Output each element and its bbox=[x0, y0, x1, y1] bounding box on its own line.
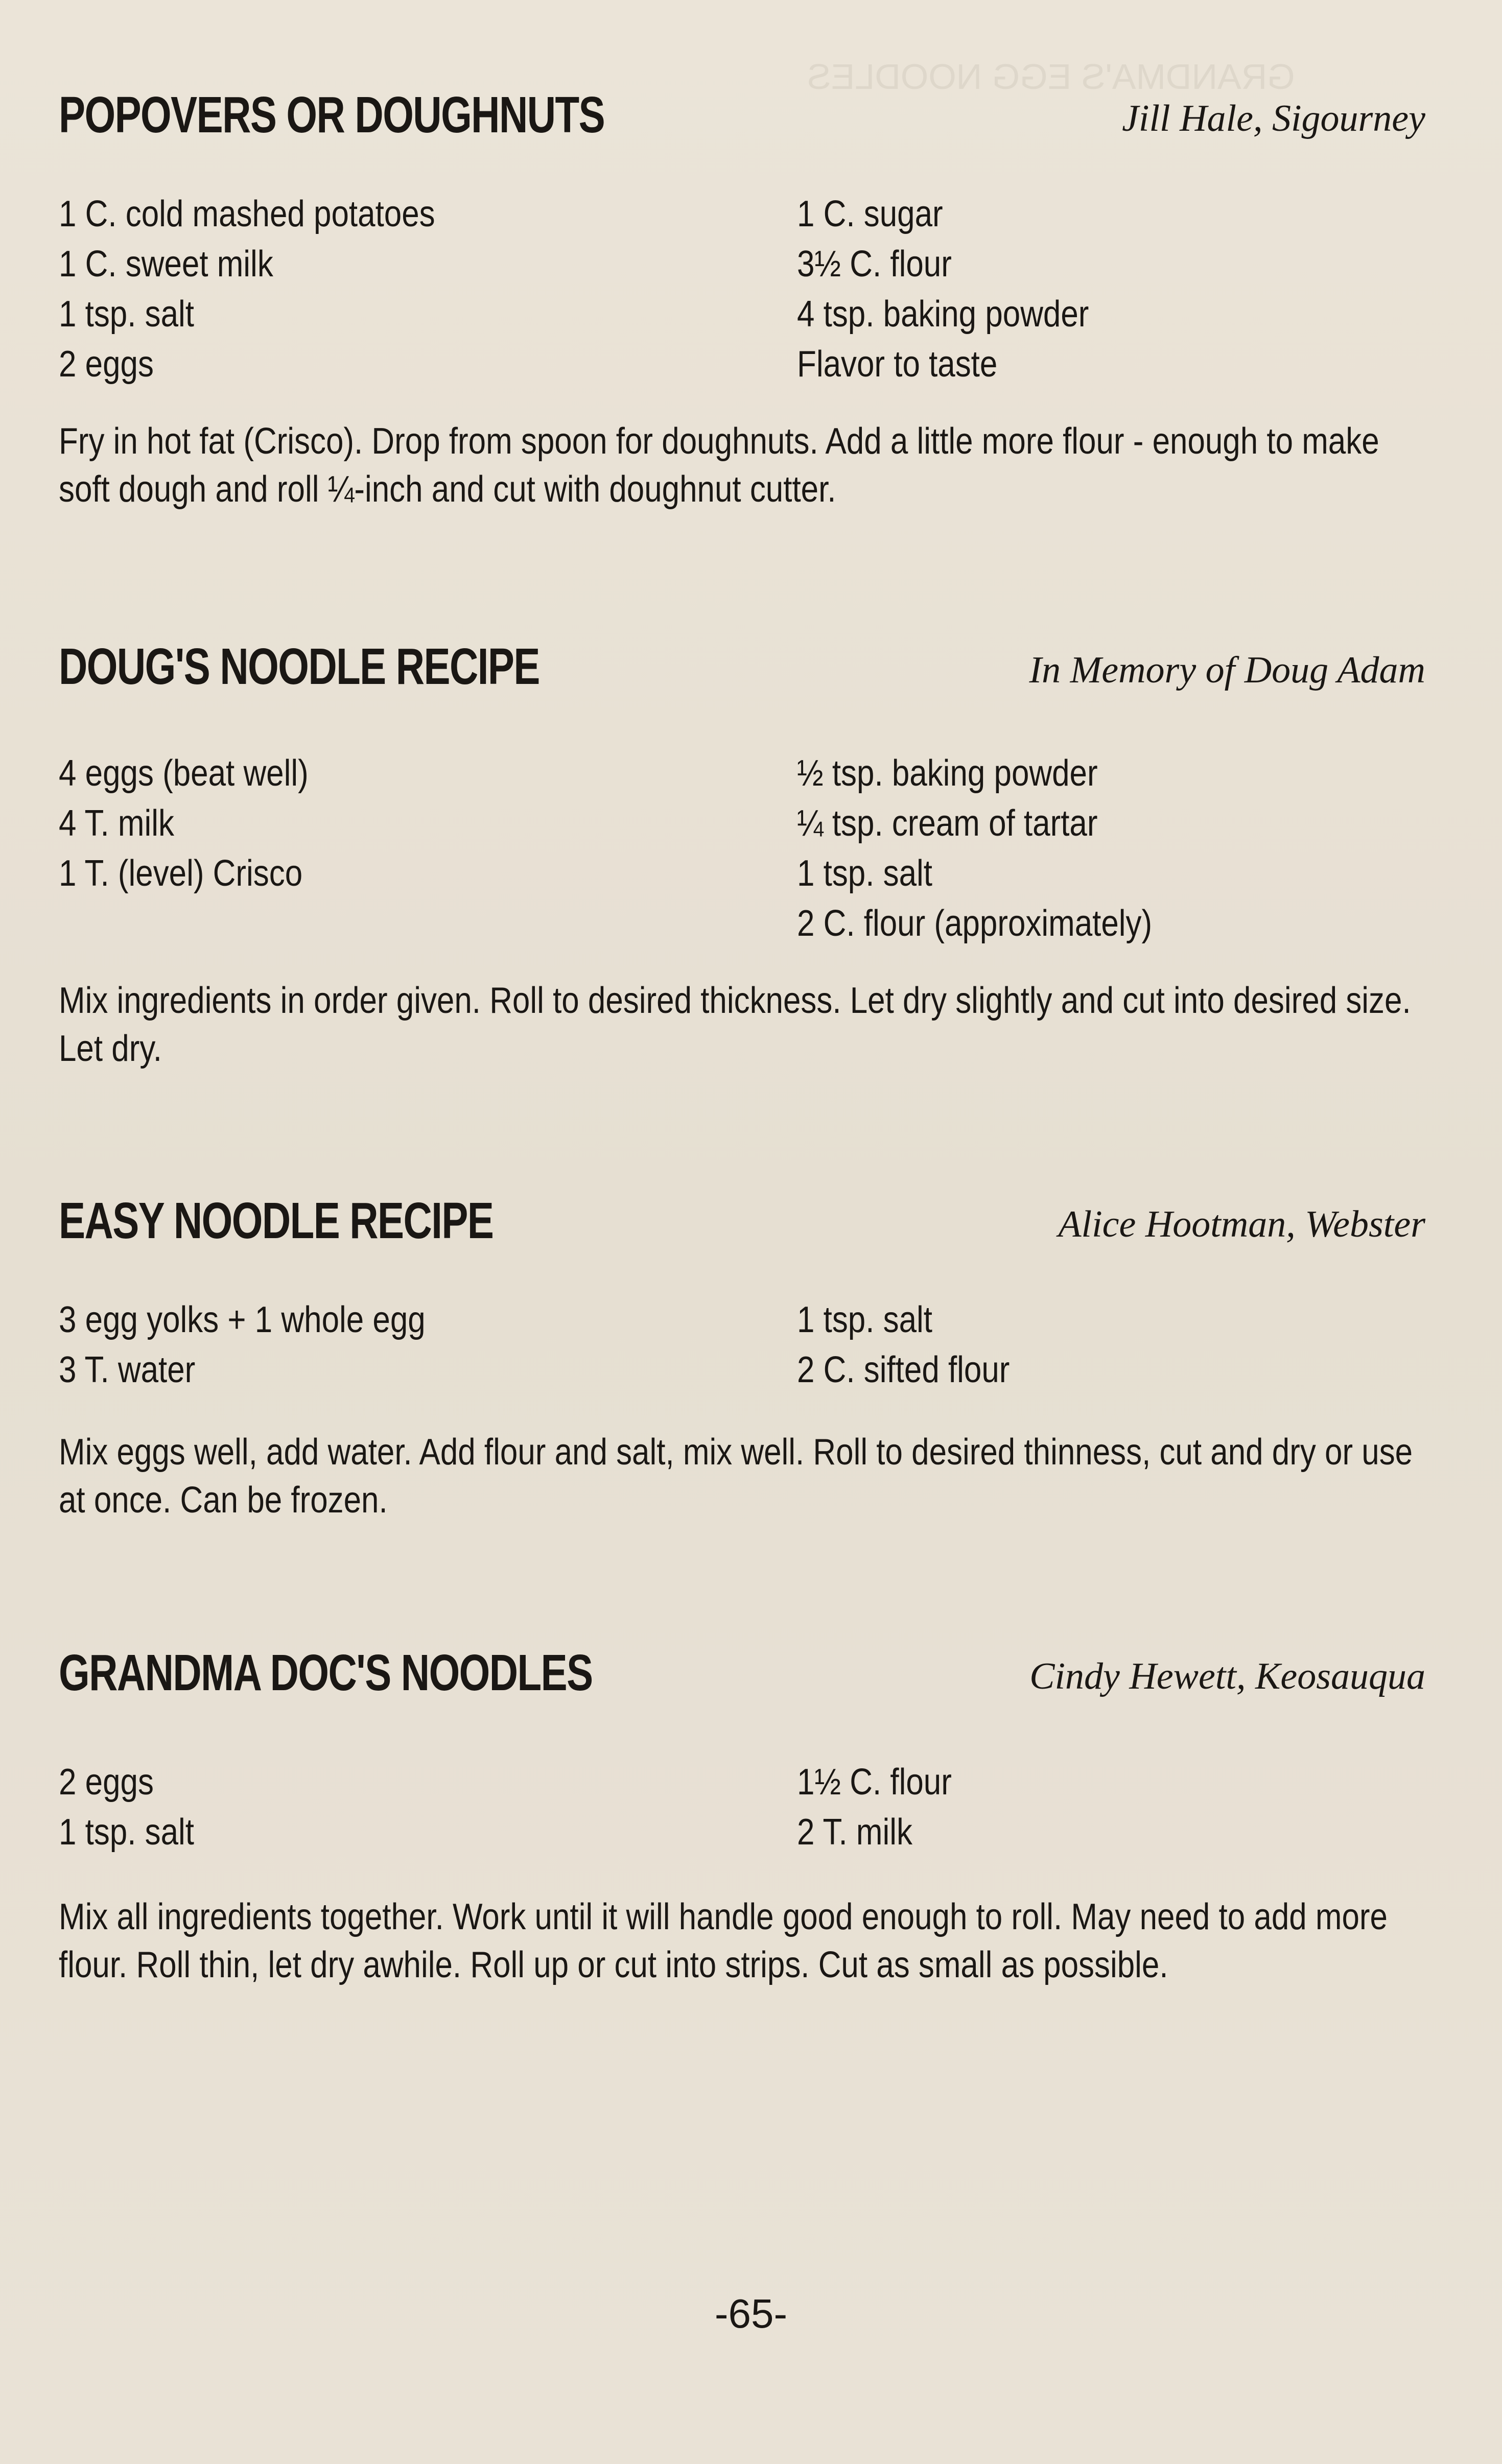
ingredient-item: 3½ C. flour bbox=[797, 244, 952, 285]
ingredient-column-left bbox=[59, 1757, 797, 1857]
recipe-author: Jill Hale, Sigourney bbox=[1122, 98, 1425, 139]
ingredient-list bbox=[59, 1295, 1425, 1395]
recipe-popovers-or-doughnuts bbox=[59, 84, 1425, 513]
recipe-header bbox=[59, 1190, 1425, 1251]
ingredient-item: 1 C. sugar bbox=[797, 194, 943, 234]
recipe-instructions: Mix ingredients in order given. Roll to desired thickness. Let dry slightly and cut into desired size. Let dry. bbox=[59, 980, 1411, 1069]
recipe-header bbox=[59, 636, 1425, 697]
bleed-through: GRANDMA'S EGG NOODLES bbox=[807, 57, 1295, 97]
ingredient-item: ¼ tsp. cream of tartar bbox=[797, 803, 1098, 844]
recipe-dougs-noodle bbox=[59, 636, 1425, 1073]
ingredient-column-left bbox=[59, 748, 797, 949]
recipe-easy-noodle bbox=[59, 1190, 1425, 1524]
ingredient-item: 2 eggs bbox=[59, 1762, 154, 1803]
ingredient-item: 4 eggs (beat well) bbox=[59, 753, 309, 794]
recipe-header bbox=[59, 84, 1425, 146]
ingredient-list bbox=[59, 1757, 1425, 1857]
ingredient-item: 1 tsp. salt bbox=[797, 1299, 933, 1340]
ingredient-column-left bbox=[59, 189, 797, 389]
ingredient-column-left bbox=[59, 1295, 797, 1395]
ingredient-item: 1 T. (level) Crisco bbox=[59, 853, 303, 894]
recipe-instructions: Mix all ingredients together. Work until it will handle good enough to roll. May need to add more flour. Roll thin, let dry awhile. Roll up or cut into strips. Cut as small as possible. bbox=[59, 1897, 1388, 1985]
recipe-grandma-docs-noodles bbox=[59, 1642, 1425, 1989]
ingredient-item: 2 C. flour (approximately) bbox=[797, 903, 1153, 944]
recipe-author: In Memory of Doug Adam bbox=[1029, 649, 1425, 691]
ingredient-item: 4 tsp. baking powder bbox=[797, 294, 1089, 335]
ingredient-item: 1 C. cold mashed potatoes bbox=[59, 194, 435, 234]
recipe-author: Cindy Hewett, Keosauqua bbox=[1029, 1655, 1425, 1697]
ingredient-item: 3 egg yolks + 1 whole egg bbox=[59, 1299, 426, 1340]
ingredient-column-right bbox=[797, 1757, 1425, 1857]
recipe-title: POPOVERS OR DOUGHNUTS bbox=[59, 86, 605, 144]
ingredient-list bbox=[59, 748, 1425, 949]
ingredient-item: 1½ C. flour bbox=[797, 1762, 952, 1803]
recipe-title: DOUG'S NOODLE RECIPE bbox=[59, 638, 539, 695]
ingredient-column-right bbox=[797, 748, 1425, 949]
ingredient-item: Flavor to taste bbox=[797, 344, 998, 385]
ingredient-item: 1 C. sweet milk bbox=[59, 244, 273, 285]
ingredient-item: 3 T. water bbox=[59, 1349, 196, 1390]
ingredient-item: 2 C. sifted flour bbox=[797, 1349, 1010, 1390]
ingredient-item: 2 T. milk bbox=[797, 1812, 912, 1853]
ingredient-column-right bbox=[797, 1295, 1425, 1395]
ingredient-item: 1 tsp. salt bbox=[797, 853, 933, 894]
recipe-header bbox=[59, 1642, 1425, 1703]
recipe-instructions: Fry in hot fat (Crisco). Drop from spoon for doughnuts. Add a little more flour - enough to make soft dough and roll ¼-inch and cut with doughnut cutter. bbox=[59, 421, 1379, 510]
ingredient-item: 1 tsp. salt bbox=[59, 294, 195, 335]
recipe-author: Alice Hootman, Webster bbox=[1058, 1203, 1425, 1245]
page-number: -65- bbox=[714, 2291, 788, 2336]
ingredient-item: 1 tsp. salt bbox=[59, 1812, 195, 1853]
ingredient-column-right bbox=[797, 189, 1425, 389]
ingredient-item: ½ tsp. baking powder bbox=[797, 753, 1098, 794]
recipe-instructions: Mix eggs well, add water. Add flour and salt, mix well. Roll to desired thinness, cut and dry or use at once. Can be frozen. bbox=[59, 1432, 1413, 1521]
ingredient-list bbox=[59, 189, 1425, 389]
ingredient-item: 4 T. milk bbox=[59, 803, 174, 844]
recipe-title: GRANDMA DOC'S NOODLES bbox=[59, 1644, 593, 1701]
ingredient-item: 2 eggs bbox=[59, 344, 154, 385]
recipe-title: EASY NOODLE RECIPE bbox=[59, 1192, 494, 1249]
